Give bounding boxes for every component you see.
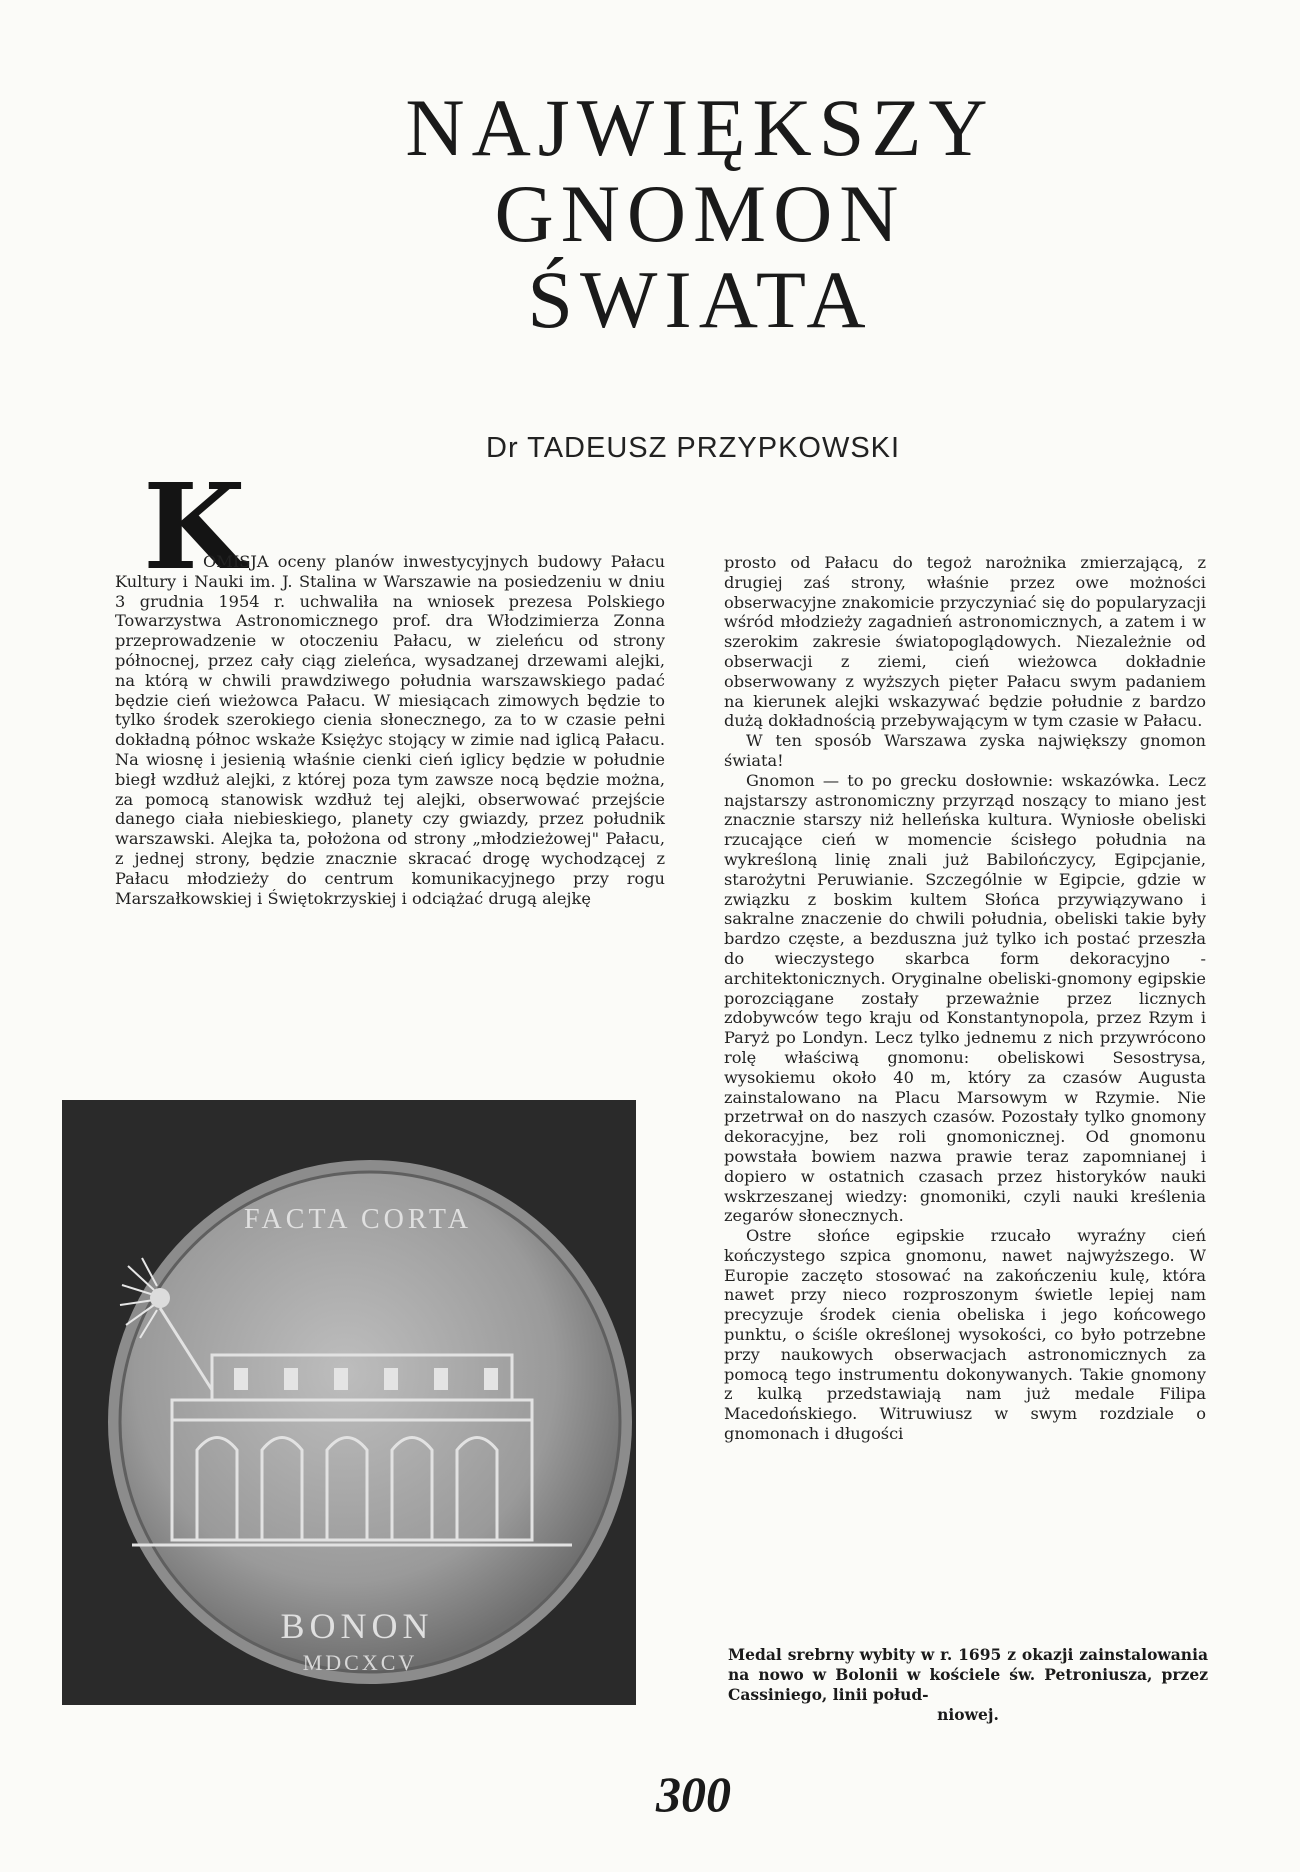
title-line-2: GNOMON [494, 168, 906, 259]
page-number: 300 [656, 1766, 731, 1822]
left-column [115, 552, 665, 908]
right-paragraph-2: W ten sposób Warszawa zyska największy gnomon świata! [724, 731, 1206, 770]
medal-photo [62, 1100, 636, 1705]
medal-legend-date: MDCXCV [302, 1650, 418, 1675]
title-line-1: NAJWIĘKSZY [405, 82, 995, 173]
left-paragraph-1: OMISJA oceny planów inwestycyjnych budowy Pałacu Kultury i Nauki im. J. Stalina w Warszawie na posiedzeniu w dniu 3 grudnia 1954 r. uchwaliła na wniosek prezesa Polskiego Towarzystwa Astronomicznego prof. dra Włodzimierza Zonna przeprowadzenie w otoczeniu Pałacu, w zieleńcu od strony północnej, przez cały ciąg zieleńca, wysadzanej drzewami alejki, na którą w chwili prawdziwego południa warszawskiego padać będzie cień wieżowca Pałacu. W miesiącach zimowych będzie to tylko środek szerokiego cienia słonecznego, za to w czasie pełni dokładną północ wskaże Księżyc stojący w zimie nad iglicą Pałacu. Na wiosnę i jesienią właśnie cienki cień iglicy będzie w południe biegł wzdłuż alejki, z której poza tym zawsze nocą będzie można, za pomocą stanowisk wzdłuż tej alejki, obserwować przejście danego ciała niebieskiego, planety czy gwiazdy, przez południk warszawski. Alejka ta, położona od strony „młodzieżowej" Pałacu, z jednej strony, będzie znacznie skracać drogę wychodzącej z Pałacu młodzieży do centrum komunikacyjnego przy rogu Marszałkowskiej i Świętokrzyskiej i odciążać drugą alejkę [115, 552, 665, 908]
right-paragraph-3: Gnomon — to po grecku dosłownie: wskazówka. Lecz najstarszy astronomiczny przyrząd noszący to miano jest znacznie starszy niż helleńska kultura. Wyniosłe obeliski rzucające cień w momencie ścisłego południa na wykreśloną linię znali już Babilończycy, Egipcjanie, starożytni Peruwianie. Szczególnie w Egipcie, gdzie w związku z boskim kultem Słońca przywiązywano i sakralne znaczenie do chwili południa, obeliski takie były bardzo częste, a bezduszna już tylko ich postać przeszła do wieczystego skarbca form dekoracyjno - architektonicznych. Oryginalne obeliski-gnomony egipskie porozciągane zostały przeważnie przez licznych zdobywców tego kraju od Konstantynopola, przez Rzym i Paryż po Londyn. Lecz tylko jednemu z nich przywrócono rolę właściwą gnomonu: obeliskowi Sesostrysa, wysokiemu około 40 m, który za czasów Augusta zainstalowano na Placu Marsowym w Rzymie. Nie przetrwał on do naszych czasów. Pozostały tylko gnomony dekoracyjne, bez roli gnomonicznej. Od gnomonu powstała bowiem nazwa prawie teraz zapomnianej i dopiero w ostatnich czasach przez historyków nauki wskrzeszanej wiedzy: gnomoniki, czyli nauki kreślenia zegarów słonecznych. [724, 770, 1206, 1226]
title-line-3: ŚWIATA [527, 254, 873, 345]
medal-legend-top: FACTA CORTA [244, 1204, 472, 1235]
article-title [360, 82, 1040, 345]
medal-legend-bottom: BONON [280, 1606, 434, 1646]
photo-caption: Medal srebrny wybity w r. 1695 z okazji zainstalowania na nowo w Bolonii w kościele św. Petroniusza, przez Cassiniego, linii połud- niowej. [728, 1645, 1208, 1724]
dropcap-letter: K [143, 457, 246, 596]
right-paragraph-4: Ostre słońce egipskie rzucało wyraźny cień kończystego szpica gnomonu, nawet najwyższego. W Europie zaczęto stosować na zakończeniu kulę, która nawet przy nieco rozproszonym świetle lepiej nam precyzuje środek cienia obeliska i jego końcowego punktu, o ściśle określonej wysokości, co było potrzebne przy naukowych obserwacjach astronomicznych za pomocą tego instrumentu dokonywanych. Takie gnomony z kulką przedstawiają nam już medale Filipa Macedońskiego. Witruwiusz w swym rozdziale o gnomonach i długości [724, 1226, 1206, 1444]
author-byline: Dr TADEUSZ PRZYPKOWSKI [486, 432, 901, 464]
right-paragraph-1: prosto od Pałacu do tegoż narożnika zmierzającą, z drugiej zaś strony, właśnie przez owe możności obserwacyjne znakomicie przyczyniać się do popularyzacji wśród młodzieży zagadnień astronomicznych, a zatem i w szerokim zakresie światopoglądowych. Niezależnie od obserwacji z ziemi, cień wieżowca dokładnie obserwowany z wyższych pięter Pałacu swym padaniem na kierunek alejki wskazywać będzie południe z bardzo dużą dokładnością przebywającym w tym czasie w Pałacu. [724, 553, 1206, 731]
right-column [724, 553, 1206, 1444]
medal-illustration [62, 1100, 636, 1705]
